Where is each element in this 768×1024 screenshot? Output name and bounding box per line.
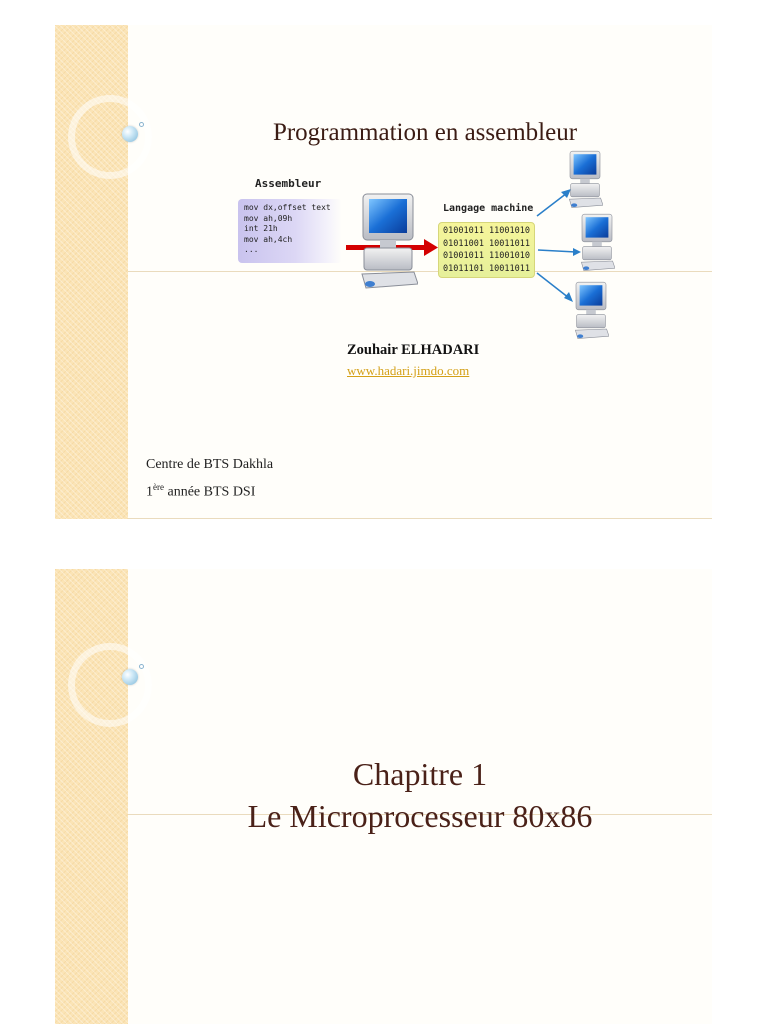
computer-icon	[569, 151, 603, 207]
code-line: mov ah,09h	[244, 213, 293, 223]
computer-icon	[575, 282, 609, 338]
code-line: int 21h	[244, 224, 278, 233]
computer-icon	[362, 194, 418, 288]
diagram-graphics	[55, 25, 712, 519]
assembleur-label: Assembleur	[255, 177, 322, 190]
annee-number: 1	[146, 484, 153, 500]
machine-code-line: 01001011 11001010	[443, 226, 530, 236]
annee-rest: année BTS DSI	[164, 484, 256, 500]
author-name: Zouhair ELHADARI	[347, 342, 480, 358]
decorative-dot	[139, 664, 144, 669]
machine-code-line: 01011001 10011011	[443, 238, 530, 249]
slide-title: Programmation en assembleur	[272, 119, 578, 146]
code-line: ...	[244, 245, 259, 254]
machine-code-line: 01001011 11001010	[443, 251, 530, 261]
chapter-title	[128, 753, 712, 837]
chapter-title-line1: Chapitre 1	[352, 756, 488, 792]
slide-title-page	[55, 25, 712, 519]
annee-text	[146, 482, 255, 501]
decorative-stripe	[55, 569, 128, 1024]
decorative-bubble	[122, 669, 138, 685]
website-link[interactable]: www.hadari.jimdo.com	[347, 363, 470, 378]
centre-text: Centre de BTS Dakhla	[146, 457, 274, 472]
langage-machine-label: Langage machine	[443, 203, 534, 214]
code-line: mov ah,4ch	[244, 234, 293, 244]
slide-chapter	[55, 569, 712, 1024]
machine-code-line: 01011101 10011011	[443, 263, 530, 274]
computer-icon	[581, 214, 615, 270]
decorative-ring	[68, 643, 152, 727]
annee-sup: ère	[153, 482, 164, 492]
machine-code-box	[438, 222, 535, 278]
code-line: mov dx,offset text	[244, 203, 331, 212]
chapter-title-line2: Le Microprocesseur 80x86	[247, 798, 593, 834]
